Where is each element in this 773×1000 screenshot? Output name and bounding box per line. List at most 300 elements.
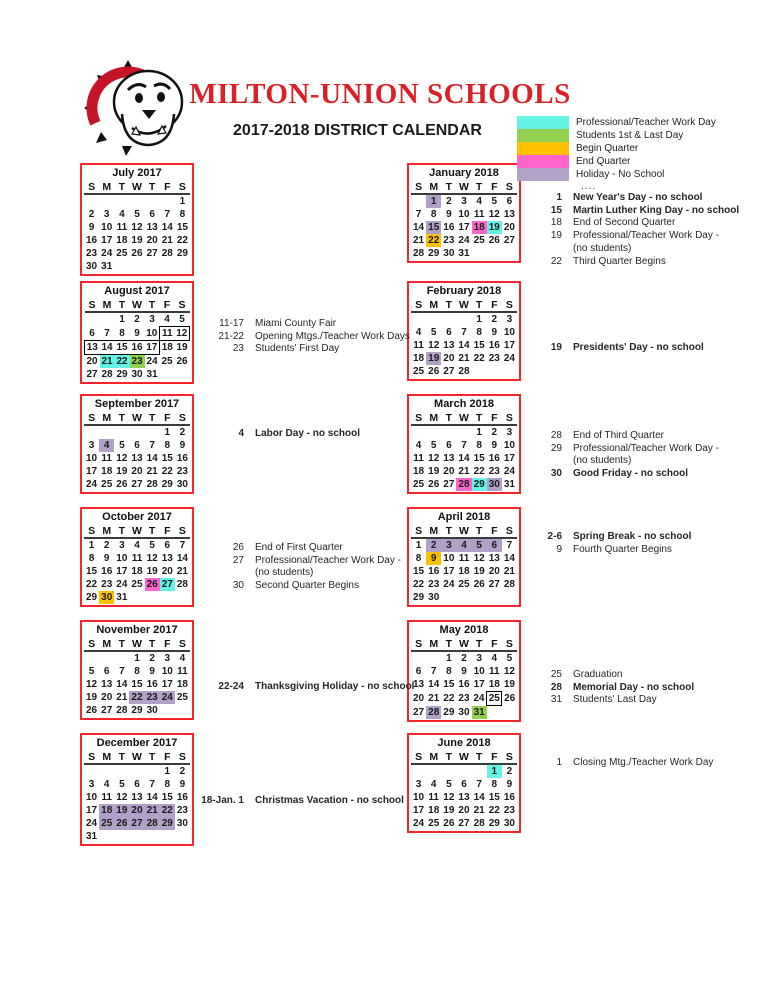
day-cell: 18	[472, 221, 487, 234]
week-row	[84, 691, 190, 704]
day-cell: 22	[116, 356, 128, 367]
day-cell: 15	[426, 221, 441, 234]
month-table	[411, 411, 517, 491]
day-cell: 16	[488, 340, 500, 351]
day-cell: 17	[145, 341, 160, 355]
note-text: Spring Break - no school	[573, 531, 692, 542]
day-cell: 16	[503, 792, 515, 803]
note-line	[200, 567, 401, 580]
day-cell: 9	[446, 209, 452, 220]
month-table	[84, 750, 190, 843]
weekday-header: T	[441, 411, 456, 425]
day-cell: 28	[413, 248, 425, 259]
weekday-header: F	[160, 637, 175, 651]
day-cell: 6	[134, 440, 140, 451]
note-text: (no students)	[255, 567, 314, 579]
day-cell: 1	[164, 766, 171, 777]
empty-cell	[411, 651, 426, 665]
note-date: 2-6	[547, 531, 562, 542]
legend-label: End Quarter	[576, 156, 631, 167]
day-cell: 20	[413, 693, 425, 704]
day-cell: 12	[116, 453, 128, 464]
empty-cell	[441, 425, 456, 439]
day-cell: 8	[446, 666, 452, 677]
day-cell: 23	[488, 466, 500, 477]
day-cell: 23	[428, 579, 440, 590]
weekday-header: M	[99, 750, 114, 764]
legend-label: Holiday - No School	[576, 169, 665, 180]
day-cell: 24	[413, 818, 425, 829]
weekday-header: M	[99, 411, 114, 425]
day-cell: 14	[413, 222, 425, 233]
day-cell: 23	[443, 235, 455, 246]
weekday-header: T	[441, 180, 456, 194]
empty-cell	[160, 591, 175, 604]
week-row	[411, 778, 517, 791]
empty-cell	[502, 247, 517, 260]
week-row	[411, 452, 517, 465]
day-cell: 7	[506, 540, 513, 551]
note-line	[518, 217, 739, 230]
day-cell: 30	[176, 818, 188, 829]
day-cell: 5	[179, 314, 185, 325]
empty-cell	[145, 830, 160, 843]
day-cell: 4	[134, 540, 140, 551]
note-text: Labor Day - no school	[255, 428, 361, 439]
empty-cell	[99, 194, 114, 208]
day-cell: 13	[161, 553, 173, 564]
notes-december-2017	[200, 795, 404, 808]
begin_quarter-swatch	[517, 142, 569, 155]
weekday-header: T	[472, 411, 487, 425]
day-cell: 27	[443, 366, 455, 377]
week-row	[411, 352, 517, 365]
weekday-header-row	[411, 524, 517, 538]
week-row	[84, 439, 190, 452]
week-row	[85, 327, 190, 341]
day-cell: 23	[101, 579, 113, 590]
notes-may-2018	[518, 669, 694, 707]
day-cell: 21	[116, 692, 128, 703]
weekday-header: W	[456, 524, 471, 538]
day-cell: 24	[146, 356, 158, 367]
day-cell: 8	[164, 779, 171, 790]
day-cell: 3	[461, 196, 467, 207]
day-cell: 24	[86, 818, 98, 829]
day-cell: 9	[103, 553, 110, 564]
week-row	[411, 234, 517, 247]
day-cell: 18	[101, 466, 113, 477]
empty-cell	[114, 830, 129, 843]
day-cell: 20	[458, 805, 470, 816]
weekday-header: T	[441, 637, 456, 651]
day-cell: 23	[131, 356, 143, 367]
day-cell: 4	[179, 653, 186, 664]
day-cell: 19	[473, 566, 485, 577]
empty-cell	[472, 591, 487, 604]
day-cell: 3	[119, 540, 125, 551]
empty-cell	[84, 194, 99, 208]
week-row	[84, 234, 190, 247]
bulldog-face-icon	[114, 71, 182, 145]
legend-row	[517, 129, 716, 142]
day-cell: 7	[461, 440, 467, 451]
day-cell: 5	[430, 327, 437, 338]
day-cell: 6	[89, 327, 95, 339]
empty-cell	[487, 591, 502, 604]
notes-november-2017	[200, 681, 414, 694]
weekday-header: F	[487, 637, 502, 651]
day-cell: 30	[443, 248, 455, 259]
day-cell: 28	[145, 817, 160, 830]
day-cell: 10	[101, 222, 113, 233]
day-cell: 16	[488, 453, 500, 464]
day-cell: 16	[458, 679, 470, 691]
week-row	[84, 830, 190, 843]
weekday-header: F	[487, 298, 502, 312]
day-cell: 3	[506, 314, 513, 325]
day-cell: 16	[86, 235, 98, 246]
day-cell: 31	[472, 706, 487, 720]
empty-cell	[99, 651, 114, 665]
day-cell: 10	[86, 792, 98, 803]
day-cell: 14	[428, 679, 440, 691]
day-cell: 8	[88, 553, 95, 564]
day-cell: 9	[88, 222, 95, 233]
weekday-header: S	[84, 411, 99, 425]
day-cell: 24	[86, 479, 98, 490]
note-text: Opening Mtgs./Teacher Work Days	[255, 330, 410, 342]
note-line	[200, 331, 410, 344]
day-cell: 16	[101, 566, 113, 577]
week-row	[411, 565, 517, 578]
day-cell: 5	[491, 196, 498, 207]
day-cell: 17	[503, 453, 515, 464]
weekday-header: M	[426, 637, 441, 651]
day-cell: 6	[446, 440, 452, 451]
empty-cell	[114, 260, 129, 273]
day-cell: 17	[116, 566, 128, 577]
day-cell: 22	[413, 579, 425, 590]
day-cell: 28	[503, 579, 515, 590]
empty-cell	[502, 365, 517, 378]
note-date: 22-24	[218, 681, 244, 692]
day-cell: 16	[428, 566, 440, 577]
day-cell: 4	[415, 440, 422, 451]
day-cell: 3	[476, 653, 482, 664]
empty-cell	[160, 194, 175, 208]
day-cell: 6	[506, 196, 513, 207]
weekday-header: T	[145, 750, 160, 764]
day-cell: 3	[88, 440, 95, 451]
day-cell: 20	[146, 235, 158, 246]
weekday-header-row	[411, 750, 517, 764]
note-line	[200, 318, 410, 331]
empty-cell	[114, 425, 129, 439]
weekday-header: M	[426, 411, 441, 425]
day-cell: 18	[488, 679, 500, 690]
day-cell: 10	[86, 453, 98, 464]
month-title: February 2018	[426, 285, 502, 297]
week-row	[84, 478, 190, 491]
empty-cell	[426, 425, 441, 439]
empty-cell	[472, 365, 487, 378]
week-row	[411, 665, 517, 678]
day-cell: 20	[129, 804, 144, 817]
weekday-header: W	[456, 750, 471, 764]
day-cell: 18	[116, 235, 128, 246]
note-date: 11-17	[219, 318, 244, 329]
weekday-header: W	[130, 298, 145, 312]
month-title: May 2018	[439, 624, 489, 636]
empty-cell	[114, 194, 129, 208]
empty-cell	[99, 425, 114, 439]
week-row	[411, 791, 517, 804]
day-cell: 1	[134, 653, 140, 664]
day-cell: 20	[86, 356, 98, 367]
day-cell: 25	[176, 692, 188, 703]
legend-row	[517, 116, 716, 129]
week-row	[411, 339, 517, 352]
weekday-header: S	[502, 298, 517, 312]
empty-cell	[411, 194, 426, 208]
day-cell: 12	[443, 792, 455, 803]
weekday-header: T	[441, 298, 456, 312]
empty-cell	[426, 651, 441, 665]
color-legend	[517, 116, 716, 192]
day-cell: 14	[473, 792, 485, 803]
week-row	[411, 247, 517, 260]
day-cell: 9	[491, 440, 498, 451]
weekday-header: T	[145, 298, 160, 312]
day-cell: 22	[473, 466, 485, 477]
day-cell: 22	[161, 466, 173, 477]
weekday-header: T	[145, 180, 160, 194]
weekday-header: W	[129, 180, 144, 194]
note-text: Miami County Fair	[255, 318, 337, 329]
weekday-header: S	[175, 180, 190, 194]
empty-cell	[175, 704, 190, 717]
week-row	[84, 565, 190, 578]
weekday-header: W	[456, 637, 471, 651]
note-date: 28	[550, 681, 562, 693]
week-row	[411, 425, 517, 439]
day-cell: 31	[458, 248, 470, 259]
legend-row	[517, 155, 716, 168]
day-cell: 15	[488, 792, 500, 803]
day-cell: 11	[116, 222, 128, 233]
day-cell: 12	[116, 792, 128, 803]
weekday-header: W	[129, 411, 144, 425]
day-cell: 26	[116, 479, 128, 490]
weekday-header: S	[411, 637, 426, 651]
day-cell: 15	[473, 340, 485, 351]
day-cell: 1	[164, 427, 171, 438]
day-cell: 13	[503, 209, 515, 220]
day-cell: 29	[116, 369, 128, 380]
day-cell: 10	[116, 553, 128, 564]
day-cell: 26	[428, 479, 440, 490]
day-cell: 22	[426, 234, 441, 247]
day-cell: 20	[503, 222, 515, 233]
day-cell: 5	[149, 540, 155, 551]
day-cell: 27	[443, 479, 455, 490]
note-date: 29	[550, 442, 562, 454]
day-cell: 25	[473, 235, 485, 246]
day-cell: 24	[116, 579, 128, 590]
note-line	[518, 430, 719, 443]
bulldog-logo	[84, 56, 196, 158]
day-cell: 19	[116, 466, 128, 477]
weekday-header: F	[487, 180, 502, 194]
day-cell: 17	[101, 235, 113, 246]
day-cell: 12	[131, 222, 143, 233]
day-cell: 9	[179, 440, 186, 451]
note-line	[200, 343, 410, 356]
day-cell: 8	[134, 666, 140, 677]
day-cell: 20	[488, 566, 500, 577]
week-row	[411, 692, 517, 706]
day-cell: 26	[504, 693, 516, 704]
note-date: 18-Jan. 1	[201, 795, 244, 806]
day-cell: 13	[443, 453, 455, 464]
weekday-header: S	[175, 750, 190, 764]
week-row	[84, 651, 190, 665]
weekday-header-row	[411, 637, 517, 651]
day-cell: 21	[161, 235, 173, 246]
day-cell: 10	[503, 440, 515, 451]
note-date: 19	[550, 230, 562, 242]
week-row	[84, 678, 190, 691]
day-cell: 2	[179, 766, 186, 777]
note-date	[518, 455, 562, 468]
day-cell: 15	[176, 222, 188, 233]
empty-cell	[145, 591, 160, 604]
day-cell: 1	[476, 427, 482, 438]
day-cell: 30	[428, 592, 440, 603]
empty-cell	[487, 365, 502, 378]
day-cell: 20	[443, 353, 455, 364]
week-row	[411, 208, 517, 221]
weekday-header: S	[502, 524, 517, 538]
day-cell: 4	[164, 314, 170, 325]
day-cell: 23	[86, 248, 98, 259]
month-title: January 2018	[429, 167, 499, 179]
month-august-2017	[80, 281, 194, 384]
weekday-header: M	[99, 524, 114, 538]
note-date: 25	[550, 669, 562, 680]
day-cell: 10	[413, 792, 425, 803]
day-cell: 3	[88, 779, 95, 790]
day-cell: 6	[415, 666, 422, 677]
note-text: Second Quarter Begins	[255, 580, 359, 592]
day-cell: 5	[134, 209, 140, 220]
note-line	[518, 205, 739, 218]
empty-cell	[145, 260, 160, 273]
day-cell: 3	[441, 538, 456, 552]
weekday-header: T	[441, 750, 456, 764]
empty-cell	[175, 368, 190, 381]
note-date: 31	[550, 694, 562, 706]
month-table	[411, 750, 517, 830]
day-cell: 22	[160, 804, 175, 817]
day-cell: 30	[86, 261, 98, 272]
day-cell: 18	[176, 679, 188, 690]
day-cell: 4	[119, 209, 125, 220]
note-date	[518, 243, 562, 256]
day-cell: 27	[503, 235, 515, 246]
week-row	[84, 804, 190, 817]
day-cell: 14	[458, 453, 470, 464]
day-cell: 21	[473, 805, 485, 816]
note-text: Graduation	[573, 669, 623, 680]
day-cell: 27	[101, 705, 113, 716]
day-cell: 11	[160, 327, 175, 341]
empty-cell	[502, 706, 517, 720]
month-table	[84, 637, 190, 717]
month-table	[84, 180, 190, 273]
day-cell: 3	[149, 314, 155, 326]
empty-cell	[456, 425, 471, 439]
week-row	[84, 778, 190, 791]
note-date: 30	[232, 580, 244, 592]
weekday-header: F	[487, 524, 502, 538]
day-cell: 21	[428, 693, 440, 704]
weekday-header: T	[145, 524, 160, 538]
empty-cell	[145, 764, 160, 778]
day-cell: 19	[428, 466, 440, 477]
day-cell: 13	[443, 340, 455, 351]
empty-cell	[160, 260, 175, 273]
empty-cell	[129, 425, 144, 439]
notes-april-2018	[518, 531, 691, 556]
empty-cell	[129, 260, 144, 273]
notes-august-2017	[200, 318, 410, 356]
empty-cell	[160, 368, 175, 381]
note-date: 15	[550, 204, 562, 216]
month-title: June 2018	[437, 737, 491, 749]
day-cell: 29	[472, 478, 487, 491]
day-cell: 3	[415, 779, 422, 790]
week-row	[411, 706, 517, 720]
day-cell: 14	[176, 553, 188, 564]
month-april-2018	[407, 507, 521, 607]
empty-cell	[487, 247, 502, 260]
legend-label: Students 1st & Last Day	[576, 130, 684, 141]
weekday-header: T	[114, 750, 129, 764]
day-cell: 14	[101, 342, 113, 353]
day-cell: 23	[488, 353, 500, 364]
end_quarter-swatch	[517, 155, 569, 168]
empty-cell	[114, 651, 129, 665]
week-row	[84, 791, 190, 804]
weekday-header: W	[129, 524, 144, 538]
day-cell: 5	[506, 653, 513, 664]
day-cell: 8	[430, 209, 437, 220]
weekday-header-row	[411, 180, 517, 194]
weekday-header-row	[84, 524, 190, 538]
day-cell: 25	[131, 579, 143, 590]
weekday-header: S	[411, 524, 426, 538]
empty-cell	[99, 764, 114, 778]
month-table	[411, 524, 517, 604]
day-cell: 25	[413, 366, 425, 377]
week-row	[411, 439, 517, 452]
day-cell: 10	[161, 666, 173, 677]
week-row	[411, 817, 517, 830]
day-cell: 13	[413, 679, 425, 691]
weekday-header: S	[411, 298, 426, 312]
